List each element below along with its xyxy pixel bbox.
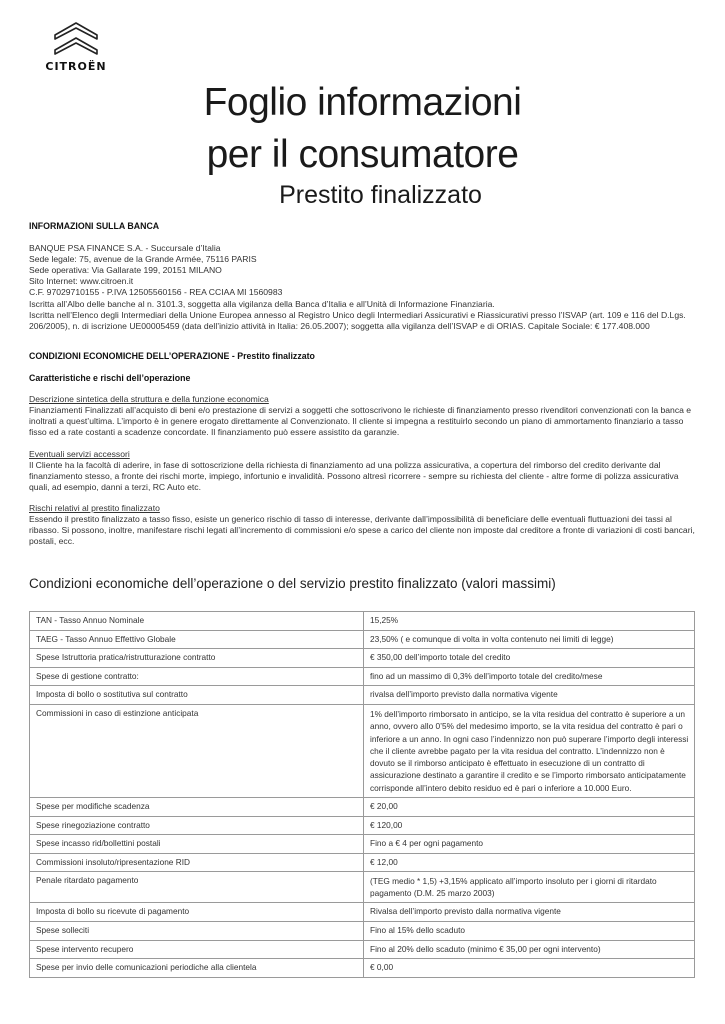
table-row: [30, 649, 695, 668]
row-value: 1% dell’importo rimborsato in anticipo, se la vita residua del contratto è superiore a un anno, ovvero allo 0’5% del medesimo importo, se la vita residua del contratto è pari o inferiore a un anno. In ogni caso l’indennizzo non può superare l’importo degli interessi che il cliente avrebbe pagato per la vita residua del contratto. L’indennizzo non è dovuto se il rimborso anticipato è effettuato in esecuzione di un contratto di assicurazione destinato a garantire il credito e se l’importo rimborsato anticipatamente corrisponde all’intero debito residuo ed è pari o inferiore a 10.000 Euro.: [364, 704, 695, 797]
row-value: fino ad un massimo di 0,3% dell’importo totale del credito/mese: [364, 667, 695, 686]
row-label: Commissioni insoluto/ripresentazione RID: [30, 853, 364, 872]
bank-line: BANQUE PSA FINANCE S.A. - Succursale d’Italia: [29, 243, 221, 254]
row-label: Spese rinegoziazione contratto: [30, 816, 364, 835]
table-row: [30, 816, 695, 835]
row-label: Spese per modifiche scadenza: [30, 798, 364, 817]
row-value: (TEG medio * 1,5) +3,15% applicato all’importo insoluto per i giorni di ritardato pagamento (D.M. 25 marzo 2003): [364, 872, 695, 903]
row-label: Commissioni in caso di estinzione anticipata: [30, 704, 364, 797]
section-title: Descrizione sintetica della struttura e della funzione economica: [29, 394, 269, 405]
citroen-logo: [33, 18, 119, 80]
table-row: [30, 903, 695, 922]
row-value: Fino al 20% dello scaduto (minimo € 35,00 per ogni intervento): [364, 940, 695, 959]
bank-heading: INFORMAZIONI SULLA BANCA: [29, 221, 160, 231]
row-value: € 120,00: [364, 816, 695, 835]
row-label: Spese Istruttoria pratica/ristrutturazione contratto: [30, 649, 364, 668]
table-row: [30, 872, 695, 903]
row-label: Spese incasso rid/bollettini postali: [30, 835, 364, 854]
row-label: Imposta di bollo o sostitutiva sul contratto: [30, 686, 364, 705]
row-label: Spese di gestione contratto:: [30, 667, 364, 686]
table-row: [30, 667, 695, 686]
row-label: TAEG - Tasso Annuo Effettivo Globale: [30, 630, 364, 649]
table-row: [30, 612, 695, 631]
row-label: Spese solleciti: [30, 922, 364, 941]
bank-info: [29, 221, 699, 332]
row-value: € 20,00: [364, 798, 695, 817]
table-row: [30, 853, 695, 872]
row-value: 23,50% ( e comunque di volta in volta contenuto nei limiti di legge): [364, 630, 695, 649]
table-row: [30, 630, 695, 649]
table-row: [30, 922, 695, 941]
row-label: Penale ritardato pagamento: [30, 872, 364, 903]
double-chevron-icon: [53, 18, 99, 58]
bank-line: Sito Internet: www.citroen.it: [29, 276, 134, 287]
row-value: Fino a € 4 per ogni pagamento: [364, 835, 695, 854]
table-title: Condizioni economiche dell’operazione o del servizio prestito finalizzato (valori massimi): [29, 576, 556, 591]
bank-line: Sede operativa: Via Gallarate 199, 20151 MILANO: [29, 265, 222, 276]
conditions-subheading: Caratteristiche e rischi dell’operazione: [29, 373, 191, 384]
conditions-section: [29, 351, 699, 547]
table-row: [30, 686, 695, 705]
row-value: € 0,00: [364, 959, 695, 978]
row-value: Rivalsa dell’importo previsto dalla normativa vigente: [364, 903, 695, 922]
bank-line: Iscritta nell’Elenco degli Intermediari della Unione Europea annesso al Registro Unico degli Intermediari Assicurativi e Riassicurativi presso l’ISVAP (art. 109 e 116 del D.Lgs. 206/2005), n. di iscrizione UE00005459 (data dell’inizio attività in Italia: 26.05.2007); soggetta alla vigilanza dell’ISVAP e di ORIAS. Capitale Sociale: € 177.408.000: [29, 309, 686, 331]
section-text: Finanziamenti Finalizzati all’acquisto di beni e/o prestazione di servizi a soggetti che sottoscrivono le richieste di finanziamento presso rivenditori convenzionati con la banca e inoltrati a quest’ultima. L’importo è in genere erogato direttamente al Convenzionato. Il cliente si impegna a restituirlo secondo un piano di ammortamento finanziario a tasso fisso ed a rate costanti a scadenze concordate. Il finanziamento può essere assistito da garanzie.: [29, 405, 692, 438]
row-label: Imposta di bollo su ricevute di pagamento: [30, 903, 364, 922]
section-text: Il Cliente ha la facoltà di aderire, in fase di sottoscrizione della richiesta di finanziamento ad una polizza assicurativa, a copertura del rimborso del credito derivante dal finanziamento stesso, a fronte dei rischi morte, impiego, infortunio e invalidità. Possono altresì ricorrere - sempre su richiesta del cliente - altre forme di polizza assicurativa quali, ad esempio, danni a terzi, RC Auto etc.: [29, 459, 679, 492]
conditions-heading: CONDIZIONI ECONOMICHE DELL’OPERAZIONE - Prestito finalizzato: [29, 351, 315, 361]
page-title-line1: Foglio informazioni: [203, 81, 522, 124]
conditions-table: [29, 611, 695, 978]
table-row: [30, 798, 695, 817]
bank-line: Sede legale: 75, avenue de la Grande Armée, 75116 PARIS: [29, 254, 257, 265]
row-value: € 12,00: [364, 853, 695, 872]
row-label: Spese intervento recupero: [30, 940, 364, 959]
table-row: [30, 835, 695, 854]
row-value: 15,25%: [364, 612, 695, 631]
table-row: [30, 959, 695, 978]
bank-line: C.F. 97029710155 - P.IVA 12505560156 - REA CCIAA MI 1560983: [29, 287, 283, 298]
row-value: rivalsa dell’importo previsto dalla normativa vigente: [364, 686, 695, 705]
page-title-line2: per il consumatore: [206, 133, 519, 176]
row-label: TAN - Tasso Annuo Nominale: [30, 612, 364, 631]
page-subtitle: [0, 180, 725, 210]
brand-name: CITROËN: [45, 60, 107, 73]
section-title: Eventuali servizi accessori: [29, 448, 130, 459]
row-value: € 350,00 dell’importo totale del credito: [364, 649, 695, 668]
page-subtitle-text: Prestito finalizzato: [279, 181, 482, 209]
section-title: Rischi relativi al prestito finalizzato: [29, 502, 160, 513]
table-row: [30, 940, 695, 959]
row-label: Spese per invio delle comunicazioni periodiche alla clientela: [30, 959, 364, 978]
row-value: Fino al 15% dello scaduto: [364, 922, 695, 941]
table-row: [30, 704, 695, 797]
bank-line: Iscritta all’Albo delle banche al n. 3101.3, soggetta alla vigilanza della Banca d’Italia e all’Unità di Informazione Finanziaria.: [29, 298, 495, 309]
section-text: Essendo il prestito finalizzato a tasso fisso, esiste un generico rischio di tasso di interesse, derivante dall’impossibilità di beneficiare delle eventuali fluttuazioni dei tassi al ribasso. Si possono, inoltre, manifestare rischi legati all’incremento di commissioni e/o spese a carico del cliente non imposte dal creditore a fronte di variazioni di costi bancari, postali, ecc.: [29, 514, 695, 547]
